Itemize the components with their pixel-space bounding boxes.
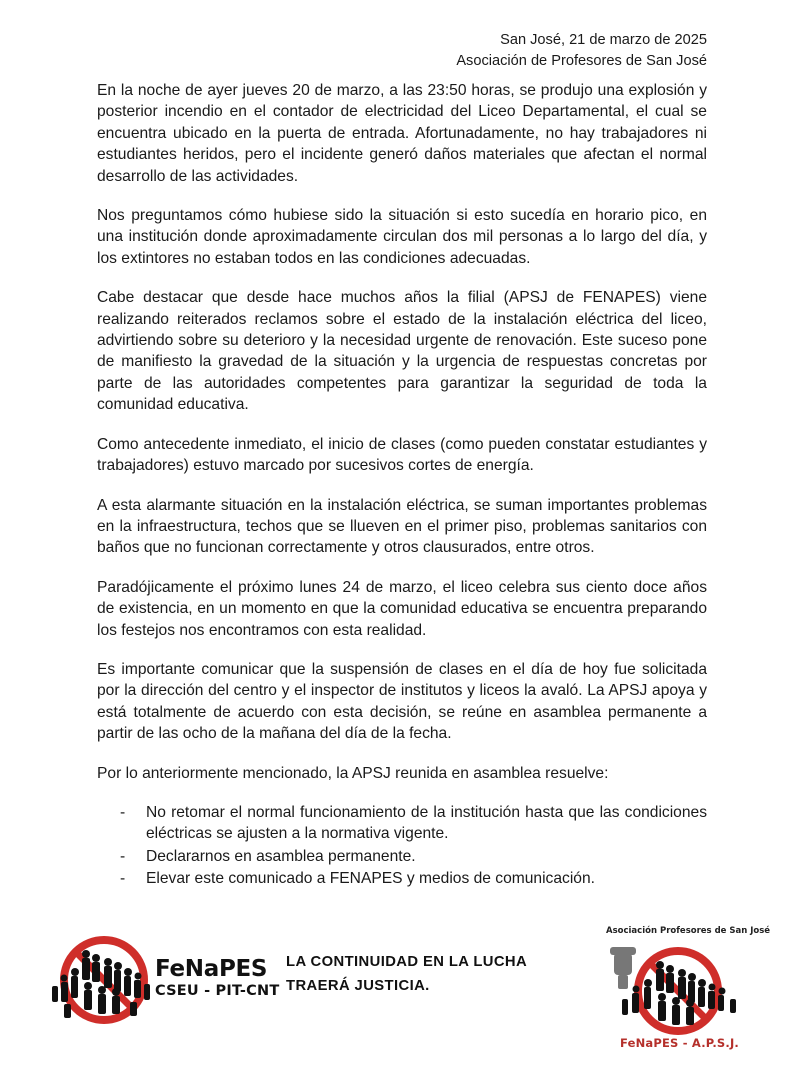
list-item-text: Elevar este comunicado a FENAPES y medios de comunicación. bbox=[146, 870, 595, 888]
list-item bbox=[97, 868, 707, 889]
fenapes-wordmark bbox=[155, 956, 279, 1000]
date-line: San José, 21 de marzo de 2025 bbox=[500, 32, 707, 48]
paragraph: Paradójicamente el próximo lunes 24 de marzo, el liceo celebra sus ciento doce años de existencia, en un momento en que la comunidad educativa se encuentra preparando los festejos nos encontramos con esta realidad. bbox=[97, 578, 707, 639]
list-bullet: - bbox=[120, 803, 126, 821]
paragraph-resolution-intro: Por lo anteriormente mencionado, la APSJ reunida en asamblea resuelve: bbox=[97, 764, 609, 782]
letter-body bbox=[97, 80, 707, 891]
resolution-list bbox=[97, 802, 707, 890]
paragraph: A esta alarmante situación en la instalación eléctrica, se suman importantes problemas en la infraestructura, techos que se llueven en el primer piso, problemas sanitarios con baños que no funcionan correctamente y otros clausurados, entre otros. bbox=[97, 496, 707, 557]
list-bullet: - bbox=[120, 870, 126, 888]
paragraph: Es importante comunicar que la suspensión de clases en el día de hoy fue solicitada por la dirección del centro y el inspector de institutos y liceos la avaló. La APSJ apoya y está totalmente de acuerdo con esta decisión, se reúne en asamblea permanente a partir de las ocho de la mañana del día de la fecha. bbox=[97, 660, 707, 743]
list-bullet: - bbox=[120, 847, 126, 865]
organization-line: Asociación de Profesores de San José bbox=[456, 53, 707, 69]
paragraph: Como antecedente inmediato, el inicio de clases (como pueden constatar estudiantes y trabajadores) estuvo marcado por sucesivos cortes de energía. bbox=[97, 435, 707, 475]
slogan-line: LA CONTINUIDAD EN LA LUCHA bbox=[286, 954, 528, 970]
paragraph: Nos preguntamos cómo hubiese sido la situación si esto sucedía en horario pico, en una institución donde aproximadamente circulan dos mil personas a lo largo del día, y los extintores no estaban todos en las condiciones adecuadas. bbox=[97, 207, 707, 267]
list-item-text: Declararnos en asamblea permanente. bbox=[146, 847, 416, 865]
list-item bbox=[97, 802, 707, 845]
paragraph: En la noche de ayer jueves 20 de marzo, a las 23:50 horas, se produjo una explosión y posterior incendio en el contador de electricidad del Liceo Departamental, el cual se encuentra ubicado en la puerta de entrada. Afortunadamente, no hay trabajadores ni estudiantes heridos, pero el incidente generó daños materiales que afectan el normal desarrollo de las actividades. bbox=[97, 82, 707, 185]
apsj-logo-title: Asociación Profesores de San José bbox=[606, 926, 771, 936]
fenapes-name: FeNaPES bbox=[155, 956, 268, 982]
fenapes-subtitle: CSEU - PIT-CNT bbox=[155, 983, 280, 999]
paragraph: Cabe destacar que desde hace muchos años la filial (APSJ de FENAPES) viene realizando reiterados reclamos sobre el estado de la instalación eléctrica del liceo, advirtiendo sobre su deterioro y la necesidad urgente de renovación. Este suceso pone de manifiesto la gravedad de la situación y la urgencia de respuestas concretas por parte de las autoridades competentes para garantizar la seguridad de toda la comunidad educativa. bbox=[97, 289, 707, 414]
letter-header bbox=[456, 30, 707, 72]
list-item bbox=[97, 846, 707, 867]
list-item-text: No retomar el normal funcionamiento de la institución hasta que las condiciones eléctricas se ajusten a la normativa vigente. bbox=[146, 803, 707, 843]
slogan-line: TRAERÁ JUSTICIA. bbox=[286, 978, 430, 994]
apsj-logo-caption: FeNaPES - A.P.S.J. bbox=[620, 1036, 739, 1050]
slogan bbox=[286, 950, 527, 998]
